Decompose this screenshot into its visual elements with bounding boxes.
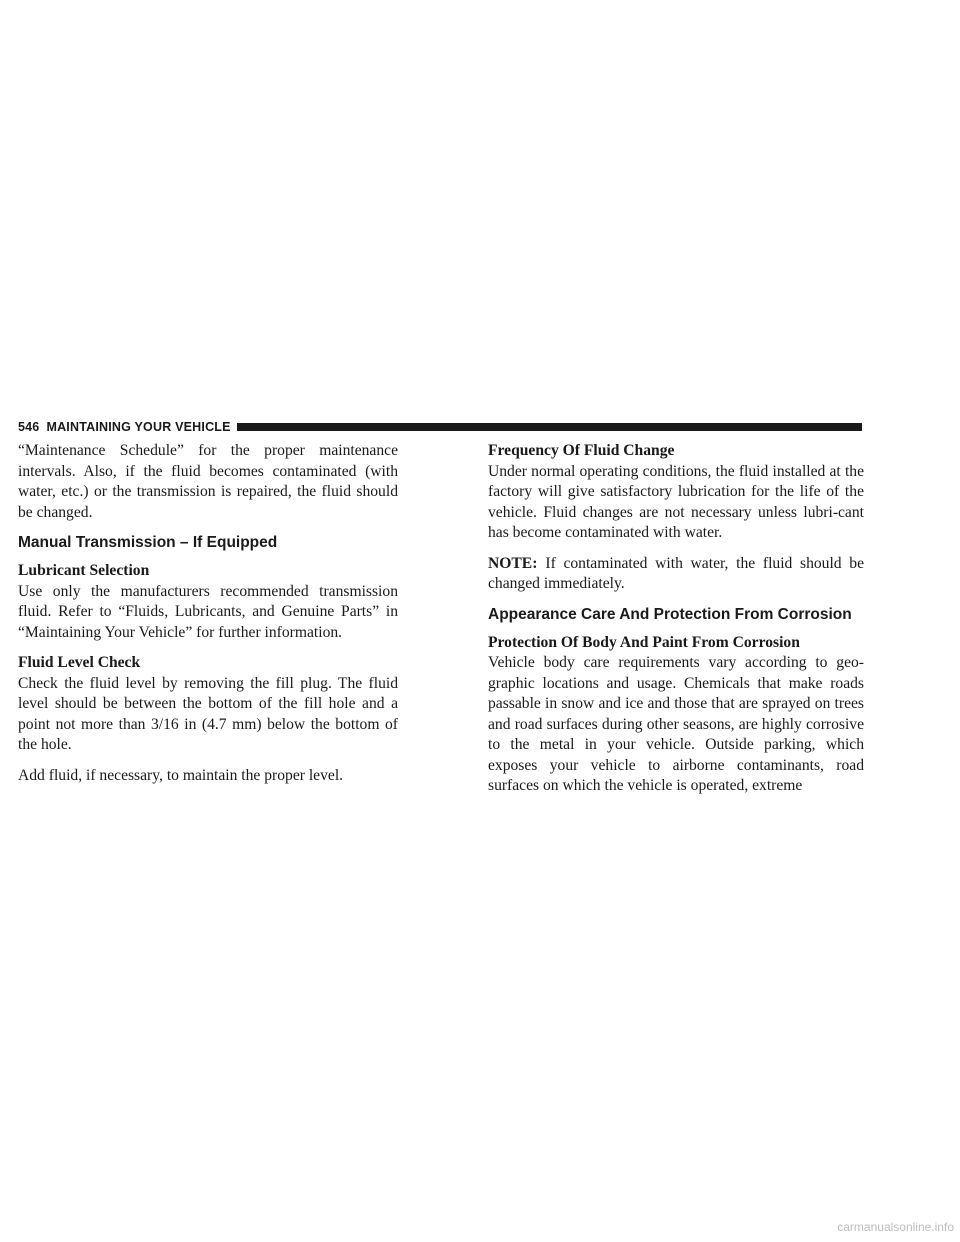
intro-paragraph: “Maintenance Schedule” for the proper maintenance intervals. Also, if the fluid becomes contaminated (with water, etc.) or the transmission is repaired, the fluid should be changed. <box>18 442 398 521</box>
left-column <box>18 441 398 796</box>
protection-heading: Protection Of Body And Paint From Corrosion <box>488 633 800 651</box>
section-title: MAINTAINING YOUR VEHICLE <box>46 420 231 434</box>
page-header <box>18 419 862 435</box>
frequency-text: Under normal operating conditions, the fluid installed at the factory will give satisfactory lubrication for the life of the vehicle. Fluid changes are not necessary unless lubri-cant has become contaminated with water. <box>488 462 864 541</box>
protection-text: Vehicle body care requirements vary according to geo-graphic locations and usage. Chemicals that make roads passable in snow and ice and those that are sprayed on trees and road surfaces during other seasons, are highly corrosive to the metal in your vehicle. Outside parking, which exposes your vehicle to airborne contaminants, road surfaces on which the vehicle is operated, extreme <box>488 654 864 794</box>
header-rule <box>237 423 862 431</box>
page-number: 546 <box>18 420 40 434</box>
appearance-care-heading: Appearance Care And Protection From Corrosion <box>488 605 852 623</box>
frequency-heading: Frequency Of Fluid Change <box>488 442 675 459</box>
watermark: carmanualsonline.info <box>837 1220 954 1234</box>
lubricant-selection-text: Use only the manufacturers recommended transmission fluid. Refer to “Fluids, Lubricants, and Genuine Parts” in “Maintaining Your Vehicle” for further information. <box>18 582 398 641</box>
note-text: If contaminated with water, the fluid should be changed immediately. <box>488 554 864 592</box>
add-fluid-text: Add fluid, if necessary, to maintain the proper level. <box>18 766 344 784</box>
fluid-level-check-heading: Fluid Level Check <box>18 654 141 671</box>
fluid-level-check-text: Check the fluid level by removing the fill plug. The fluid level should be between the bottom of the fill hole and a point not more than 3/16 in (4.7 mm) below the bottom of the hole. <box>18 674 398 753</box>
right-column <box>488 441 864 807</box>
note-label: NOTE: <box>488 554 538 572</box>
manual-transmission-heading: Manual Transmission – If Equipped <box>18 534 278 551</box>
lubricant-selection-heading: Lubricant Selection <box>18 562 150 579</box>
note-paragraph <box>488 554 864 595</box>
